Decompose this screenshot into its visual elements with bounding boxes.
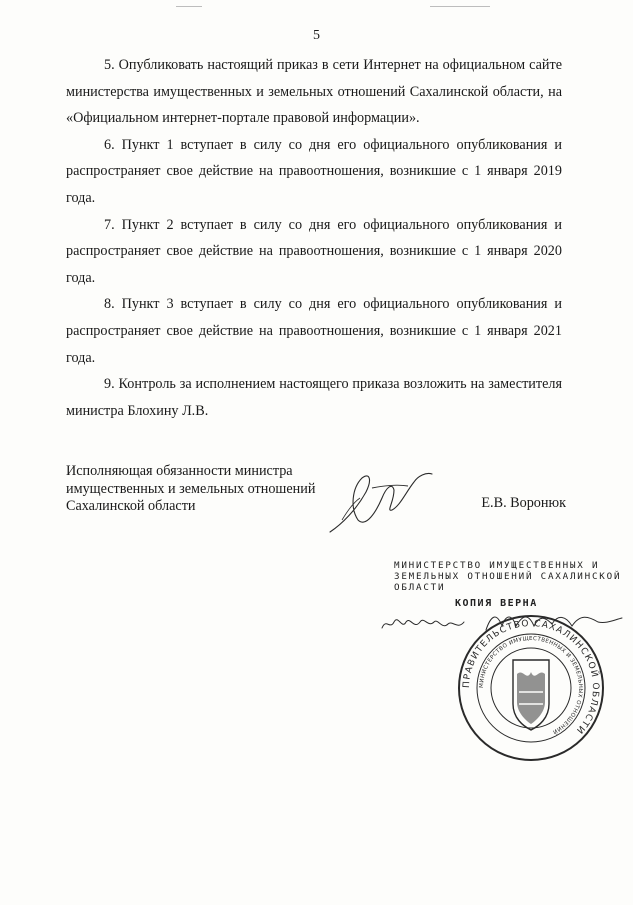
document-body bbox=[66, 52, 562, 424]
paragraph-6: 6. Пункт 1 вступает в силу со дня его официального опубликования и распространяет свое действие на правоотношения, возникшие с 1 января 2019 года. bbox=[66, 136, 562, 206]
signatory-name: Е.В. Воронюк bbox=[481, 495, 566, 511]
paragraph-7: 7. Пункт 2 вступает в силу со дня его официального опубликования и распространяет свое действие на правоотношения, возникшие с 1 января 2020 года. bbox=[66, 216, 562, 286]
copy-certified-label: КОПИЯ ВЕРНА bbox=[455, 598, 538, 609]
handwritten-signature bbox=[322, 462, 442, 542]
svg-text:ПРАВИТЕЛЬСТВО САХАЛИНСКОЙ ОБЛА: ПРАВИТЕЛЬСТВО САХАЛИНСКОЙ ОБЛАСТИ bbox=[461, 618, 601, 736]
certification-stamp bbox=[394, 560, 622, 593]
stamp-line-2: ЗЕМЕЛЬНЫХ ОТНОШЕНИЙ САХАЛИНСКОЙ bbox=[394, 571, 622, 582]
page-number: 5 bbox=[313, 28, 320, 43]
signatory-position: Исполняющая обязанности министра имущественных и земельных отношений Сахалинской области bbox=[66, 463, 316, 514]
stamp-line-3: ОБЛАСТИ bbox=[394, 582, 446, 593]
official-seal bbox=[455, 612, 607, 764]
signature-block bbox=[66, 463, 566, 516]
paragraph-8: 8. Пункт 3 вступает в силу со дня его официального опубликования и распространяет свое действие на правоотношения, возникшие с 1 января 2021 года. bbox=[66, 296, 562, 366]
svg-text:МИНИСТЕРСТВО ИМУЩЕСТВЕННЫХ И З: МИНИСТЕРСТВО ИМУЩЕСТВЕННЫХ И ЗЕМЕЛЬНЫХ ОТНОШЕНИЙ bbox=[478, 635, 584, 735]
scan-artifact bbox=[430, 6, 490, 7]
scan-artifact bbox=[176, 6, 202, 7]
paragraph-9: 9. Контроль за исполнением настоящего приказа возложить на заместителя министра Блохину Л.В. bbox=[66, 376, 562, 419]
paragraph-5: 5. Опубликовать настоящий приказ в сети Интернет на официальном сайте министерства имущественных и земельных отношений Сахалинской области, на «Официальном интернет-портале правовой информации». bbox=[66, 57, 562, 127]
stamp-line-1: МИНИСТЕРСТВО ИМУЩЕСТВЕННЫХ И bbox=[394, 560, 600, 571]
